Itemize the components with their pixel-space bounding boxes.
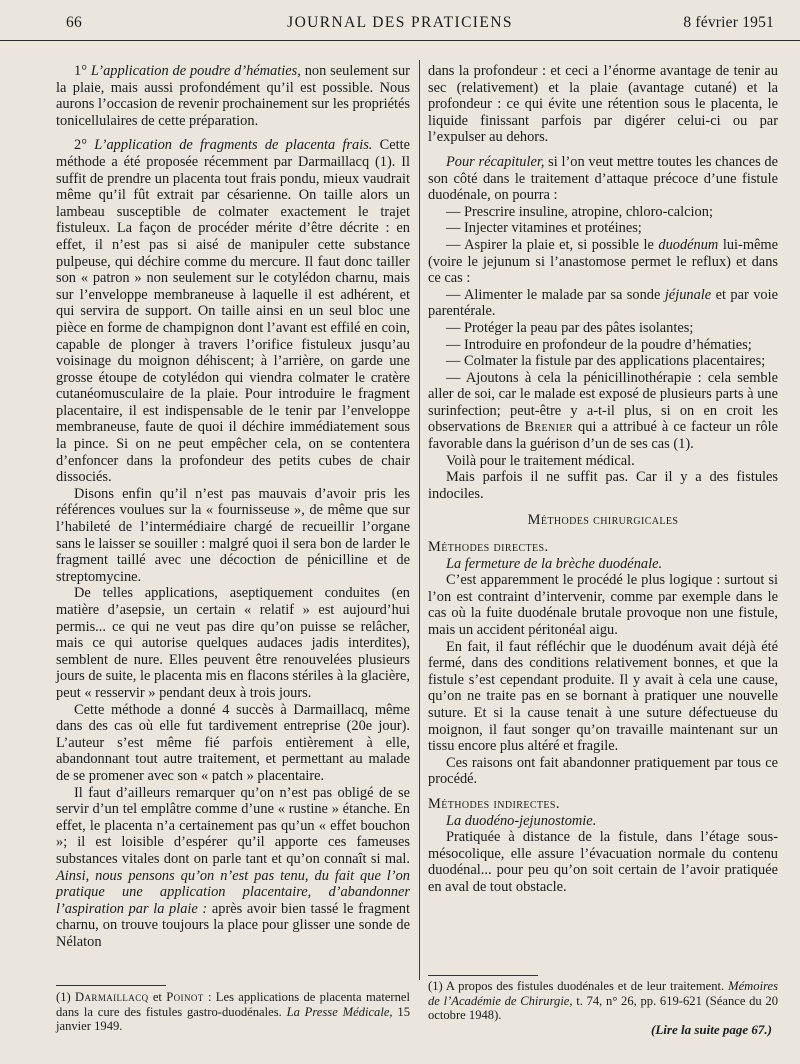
paragraph: Méthodes chirurgicales [527, 512, 679, 529]
paragraph: — Ajoutons à cela la pénicillinothérapie : cela semble aller de soi, car le malade est exposé de plusieurs parts à une surinfection; peut-être y a-t-il plus, si on en croit les observations de Brenier qui a attribué à ce facteur un rôle favorable dans la guérison d’un de ses cas (1). [428, 369, 778, 453]
paragraph: — Protéger la peau par des pâtes isolantes; [446, 319, 694, 336]
paragraph: 1° L’application de poudre d’hématies, non seulement sur la plaie, mais aussi profondément qu’il est possible. Nous aurons l’occasion de revenir prochainement sur les propriétés tonicellulaires de cette préparation. [56, 63, 410, 129]
paragraph: — Prescrire insuline, atropine, chloro-calcion; [446, 203, 713, 220]
paragraph: Méthodes directes. [428, 539, 549, 556]
paragraph: — Alimenter le malade par sa sonde jéjunale et par voie parentérale. [428, 286, 778, 320]
issue-date: 8 février 1951 [683, 14, 774, 31]
footnote-right: (1) A propos des fistules duodénales et de leur traitement. Mémoires de l’Académie de Chirurgie, t. 74, n° 26, pp. 619-621 (Séance du 20 octobre 1948). [428, 979, 779, 1022]
paragraph: Pour récapituler, si l’on veut mettre toutes les chances de son côté dans le traitement d’attaque précoce d’une fistule duodénale, on pourra : [428, 153, 779, 204]
paragraph: De telles applications, aseptiquement conduites (en matière d’asepsie, un certain « relatif » est aujourd’hui permis... ce qui ne veut pas dire qu’on puisse se relâcher, mais ce qui autorise quelques audaces jadis interdites), semblent de nure. Elles peuvent être renouvelées plusieurs jours de suite, le placenta mis en flacons stériles à la glacière, peut « resservir » pendant deux à trois jours. [56, 585, 410, 701]
column-divider [419, 60, 420, 980]
paragraph: Mais parfois il ne suffit pas. Car il y a des fistules indociles. [428, 469, 778, 502]
paragraph: Pratiquée à distance de la fistule, dans l’étage sous-mésocolique, elle assure l’évacuation normale du contenu duodénal... pour peu qu’on soit certain de l’avoir pratiquée en aval de tout obstacle. [428, 829, 778, 895]
paragraph: La duodéno-jejunostomie. [446, 812, 597, 829]
paragraph: Disons enfin qu’il n’est pas mauvais d’avoir pris les références voulues sur la « fournisseuse », de même que sur l’habileté de l’intermédiaire chargé de recueillir l’organe sans le laisser se souiller : malgré quoi il sera bon de larder le fragment taillé avec une décoction de pénicilline et de streptomycine. [56, 485, 410, 585]
paragraph: 2° L’application de fragments de placenta frais. Cette méthode a été proposée récemment par Darmaillacq (1). Il suffit de prendre un placenta tout frais pondu, mieux vaudrait même qu’il fût extrait par césarienne. On taille alors un lambeau susceptible de colmater exactement le trajet fistuleux. La façon de procéder mérite d’être décrite : en effet, il n’est pas si aisé de manipuler cette substance pulpeuse, qui déchire comme du mercure. Il faut donc tailler son « patron » non seulement sur le cotylédon charnu, mais sur l’enveloppe membraneuse à laquelle il est adhérent, et qui servira de support. On taille ainsi en un seul bloc une pièce en forme de champignon dont l’avant est effilé en coin, capable de plonger à travers l’orifice fistuleux jusqu’au voisinage du moignon déhiscent; à l’arrière, on garde une grosse étoupe de cotylédon qui viendra colmater le cratère cutanéomusculaire de la plaie. Pour introduire le fragment placentaire, il est indispensable de le tenir par l’enveloppe membraneuse, faute de quoi il déchire immédiatement sous la pince. Si on ne peut empêcher cela, on se contentera d’enfoncer dans la profondeur des petits cubes de chair dissociés. [56, 137, 411, 486]
left-column [56, 63, 410, 950]
paragraph: Ces raisons ont fait abandonner pratiquement par tous ce procédé. [428, 754, 778, 788]
paragraph: C’est apparemment le procédé le plus logique : surtout si l’on est contraint d’intervenir, comme par exemple dans le cas où la fuite duodénale brutale provoque non une fistule, mais un accident péritonéal aigu. [428, 572, 778, 638]
journal-title: JOURNAL DES PRATICIENS [287, 14, 513, 31]
paragraph: — Injecter vitamines et protéines; [446, 220, 642, 237]
paragraph: Méthodes indirectes. [428, 795, 560, 812]
paragraph: — Aspirer la plaie et, si possible le duodénum lui-même (voire le jejunum si l’anastomose permet le reflux) et dans ce cas : [428, 236, 778, 287]
paragraph: dans la profondeur : et ceci a l’énorme avantage de tenir au sec (relativement) et la plaie (avantage cutané) et la profondeur : ce qui évite une rétention sous le placenta, le liquide finissant parfois par digérer celui-ci ou par l’expulser au dehors. [428, 63, 778, 146]
paragraph: Il faut d’ailleurs remarquer qu’on n’est pas obligé de se servir d’un tel emplâtre comme d’une « rustine » étanche. En effet, le placenta n’a certainement pas qu’un « effet bouchon »; il est loisible d’espérer qu’il apporte ces fameuses substances vitales dont on parle tant et qu’on connaît si mal. Ainsi, nous pensons qu’on n’est pas tenu, du fait que l’on pratique une application placentaire, d’abandonner l’aspiration par la plaie : après avoir bien tassé le fragment charnu, on trouve toujours la place pour glisser une sonde de Nélaton [56, 784, 411, 950]
footnote-left: (1) Darmaillacq et Poinot : Les applications de placenta maternel dans la cure des fistules gastro-duodénales. La Presse Médicale, 15 janvier 1949. [56, 990, 410, 1033]
footnote-divider-right [428, 975, 538, 976]
continuation-note: (Lire la suite page 67.) [651, 1022, 772, 1037]
paragraph: La fermeture de la brèche duodénale. [446, 555, 663, 572]
paragraph: — Colmater la fistule par des applications placentaires; [446, 353, 766, 370]
footnote-divider-left [56, 985, 166, 986]
page-number: 66 [66, 14, 82, 31]
page-header [0, 0, 800, 41]
paragraph: — Introduire en profondeur de la poudre d’hématies; [446, 336, 752, 353]
paragraph: Cette méthode a donné 4 succès à Darmaillacq, même dans des cas où elle fut tardivement entreprise (20e jour). L’auteur s’est même fié parfois entièrement à elle, abandonnant tout autre traitement, et permettant au malade de se promener avec son « patch » placentaire. [56, 701, 410, 784]
paragraph: Voilà pour le traitement médical. [446, 452, 635, 469]
right-column [428, 63, 778, 896]
paragraph: En fait, il faut réfléchir que le duodénum avait déjà été fermé, dans des conditions relativement bonnes, et que la fistule s’est cependant produite. Il y avait à cela une cause, qu’on ne traite pas en se bornant à pratiquer une nouvelle suture. Et si la cause tenait à une suture défectueuse du moignon, il faut songer qu’on travaille maintenant sur un tissu encore plus altéré et fragile. [428, 638, 778, 755]
